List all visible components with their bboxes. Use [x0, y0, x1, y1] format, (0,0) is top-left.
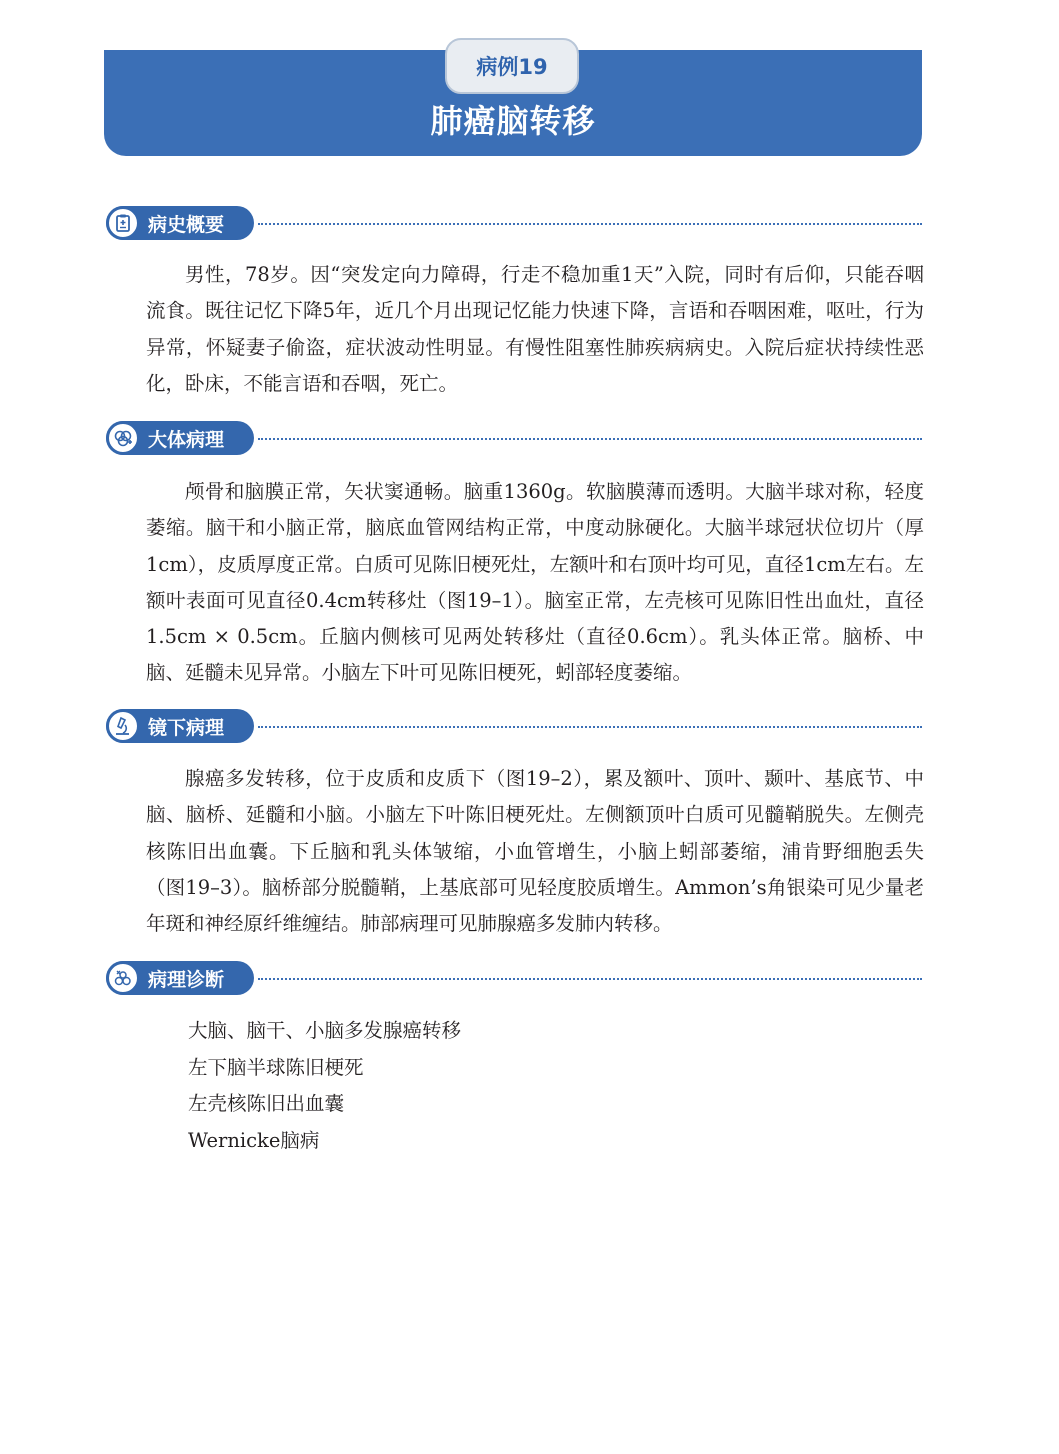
- section-header-microscopic: [104, 709, 922, 745]
- section-title: 大体病理: [148, 428, 225, 451]
- diagnosis-list: [188, 1013, 461, 1160]
- dotted-rule: [258, 978, 922, 980]
- clipboard-icon: [106, 206, 140, 240]
- section-label: [106, 206, 254, 240]
- cells-icon: [106, 961, 140, 995]
- case-number: 病例19: [476, 55, 548, 79]
- section-header-history: [104, 206, 922, 242]
- diagnosis-item: Wernicke脑病: [188, 1129, 320, 1153]
- section-header-gross: [104, 421, 922, 457]
- section-header-diagnosis: [104, 961, 922, 997]
- section-title: 镜下病理: [148, 716, 225, 739]
- section-title: 病理诊断: [148, 968, 225, 991]
- microscopic-paragraph: 腺癌多发转移，位于皮质和皮质下（图19–2），累及额叶、顶叶、颞叶、基底节、中脑、脑桥、延髓和小脑。小脑左下叶陈旧梗死灶。左侧额顶叶白质可见髓鞘脱失。左侧壳核陈旧出血囊。下丘脑和乳头体皱缩，小血管增生，小脑上蚓部萎缩，浦肯野细胞丢失（图19–3）。脑桥部分脱髓鞘，上基底部可见轻度胶质增生。Ammon’s角银染可见少量老年斑和神经原纤维缠结。肺部病理可见肺腺癌多发肺内转移。: [146, 767, 924, 936]
- dotted-rule: [258, 223, 922, 225]
- gross-paragraph: 颅骨和脑膜正常，矢状窦通畅。脑重1360g。软脑膜薄而透明。大脑半球对称，轻度萎缩。脑干和小脑正常，脑底血管网结构正常，中度动脉硬化。大脑半球冠状位切片（厚1cm），皮质厚度正常。白质可见陈旧梗死灶，左额叶和右顶叶均可见，直径1cm左右。左额叶表面可见直径0.4cm转移灶（图19–1）。脑室正常，左壳核可见陈旧性出血灶，直径1.5cm × 0.5cm。丘脑内侧核可见两处转移灶（直径0.6cm）。乳头体正常。脑桥、中脑、延髓未见异常。小脑左下叶可见陈旧梗死，蚓部轻度萎缩。: [146, 480, 924, 685]
- section-label: [106, 709, 254, 743]
- dotted-rule: [258, 438, 922, 440]
- diagnosis-item: 左壳核陈旧出血囊: [188, 1092, 345, 1116]
- history-paragraph: 男性，78岁。因“突发定向力障碍，行走不稳加重1天”入院，同时有后仰，只能吞咽流食。既往记忆下降5年，近几个月出现记忆能力快速下降，言语和吞咽困难，呕吐，行为异常，怀疑妻子偷盗，症状波动性明显。有慢性阻塞性肺疾病病史。入院后症状持续性恶化，卧床，不能言语和吞咽，死亡。: [146, 263, 924, 395]
- case-number-tab: [445, 38, 579, 94]
- case-title: 肺癌脑转移: [430, 102, 596, 140]
- microscope-icon: [106, 709, 140, 743]
- dotted-rule: [258, 726, 922, 728]
- diagnosis-item: 左下脑半球陈旧梗死: [188, 1055, 364, 1079]
- medical-cross-icon: [106, 421, 140, 455]
- section-title: 病史概要: [148, 213, 225, 236]
- diagnosis-item: 大脑、脑干、小脑多发腺癌转移: [188, 1019, 462, 1042]
- section-label: [106, 961, 254, 995]
- section-label: [106, 421, 254, 455]
